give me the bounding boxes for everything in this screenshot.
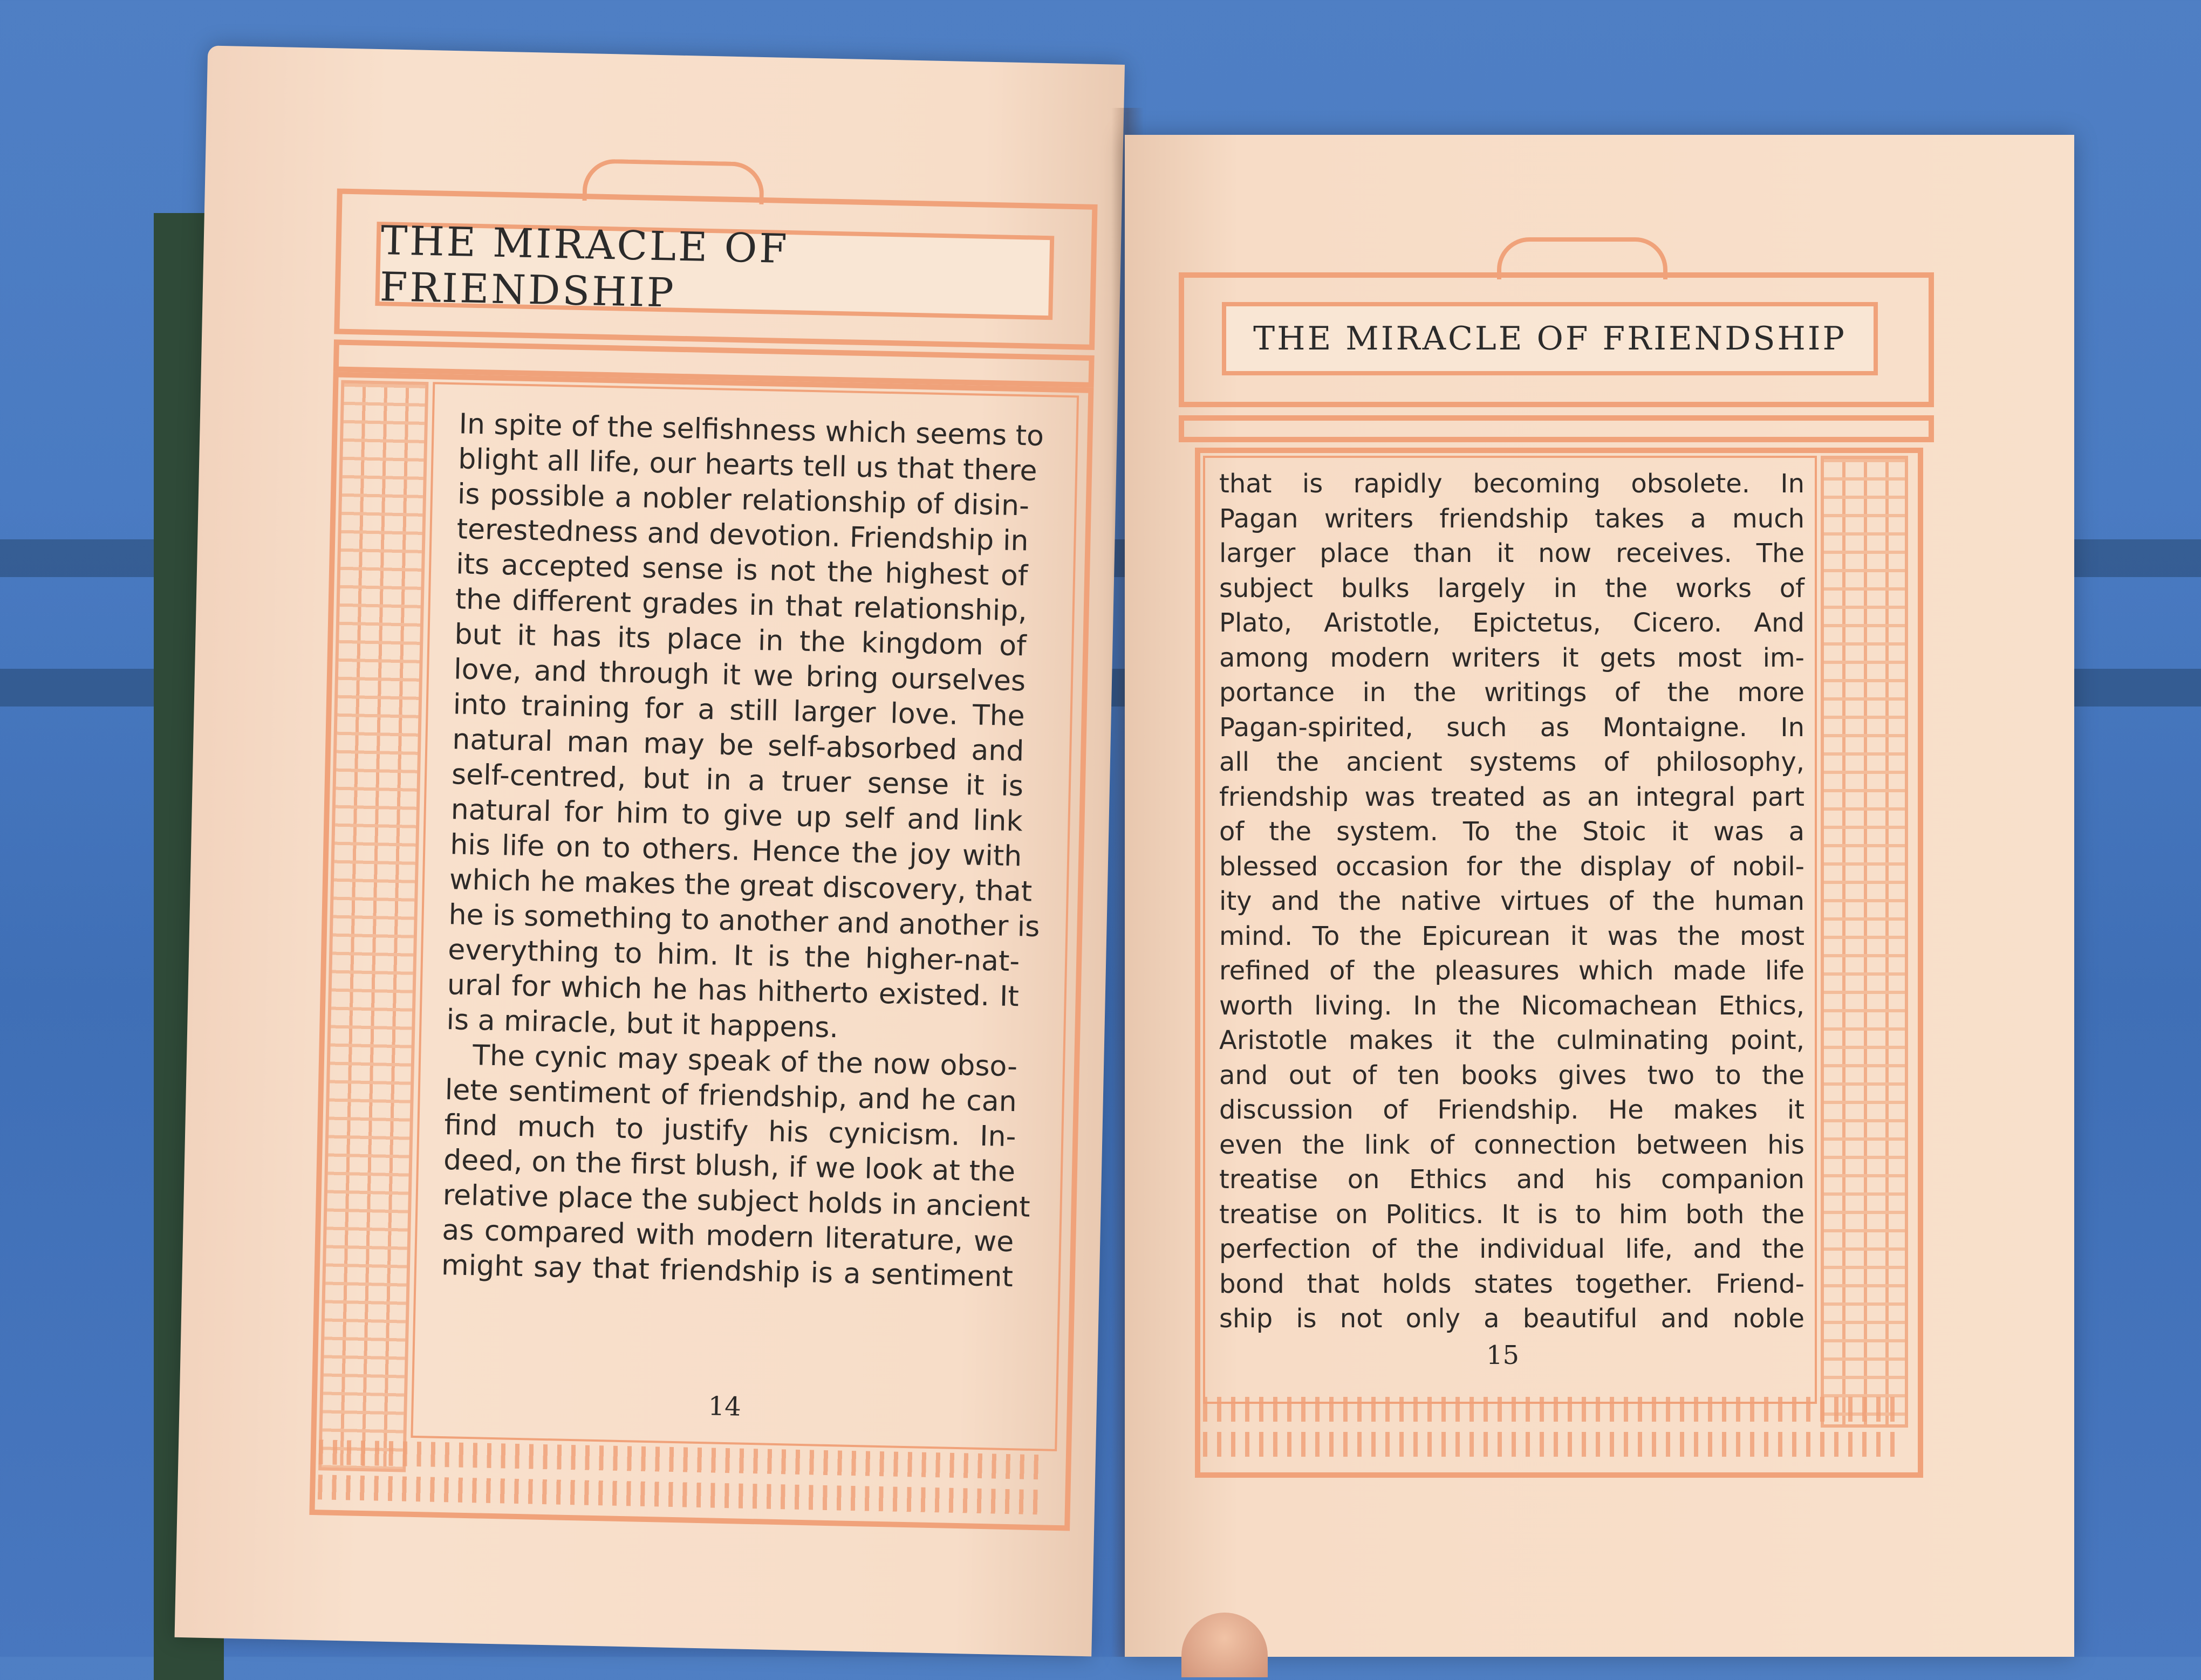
text-line: of the system. To the Stoic it was a	[1219, 817, 1804, 847]
text-line: relative place the subject holds in ancient	[442, 1178, 1031, 1224]
text-line: subject bulks largely in the works of	[1219, 573, 1804, 604]
text-line: Pagan-spirited, such as Montaigne. In	[1219, 712, 1804, 743]
text-line: which he makes the great discovery, that	[449, 863, 1033, 908]
text-line: Plato, Aristotle, Epictetus, Cicero. And	[1219, 608, 1804, 638]
page-number: 14	[708, 1391, 742, 1422]
text-line: is possible a nobler relationship of disin-	[457, 478, 1030, 523]
right-pillar	[1821, 456, 1908, 1428]
text-line: treatise on Ethics and his companion	[1219, 1164, 1804, 1195]
footer-band	[1203, 1397, 1904, 1422]
text-line: his life on to others. Hence the joy with	[449, 828, 1022, 873]
text-line: ship is not only a beautiful and noble	[1219, 1304, 1804, 1334]
text-line: refined of the pleasures which made life	[1219, 956, 1804, 986]
text-line: everything to him. It is the higher-nat-	[447, 934, 1020, 978]
text-line: blight all life, our hearts tell us that there	[457, 443, 1038, 488]
text-line: into training for a still larger love. The	[453, 688, 1026, 733]
text-line: but it has its place in the kingdom of	[454, 618, 1027, 663]
page-number: 15	[1486, 1340, 1520, 1370]
text-line: blessed occasion for the display of nobil-	[1219, 851, 1804, 882]
text-line: portance in the writings of the more	[1219, 677, 1804, 708]
text-line: larger place than it now receives. The	[1219, 538, 1804, 568]
text-line: treatise on Politics. It is to him both the	[1219, 1199, 1804, 1230]
running-head: THE MIRACLE OF FRIENDSHIP	[1253, 320, 1847, 358]
text-line: its accepted sense is not the highest of	[455, 548, 1028, 593]
running-head: THE MIRACLE OF FRIENDSHIP	[379, 217, 790, 317]
text-line: even the link of connection between his	[1219, 1129, 1804, 1160]
text-line: self-centred, but in a truer sense it is	[451, 758, 1024, 803]
text-line: he is something to another and another is	[448, 899, 1040, 944]
text-line: as compared with modern literature, we	[441, 1213, 1014, 1259]
text-line: perfection of the individual life, and the	[1219, 1234, 1804, 1264]
text-line: worth living. In the Nicomachean Ethics,	[1219, 990, 1804, 1021]
text-line: and out of ten books gives two to the	[1219, 1060, 1804, 1091]
text-line: all the ancient systems of philosophy,	[1219, 747, 1804, 777]
text-line: find much to justify his cynicism. In-	[443, 1109, 1016, 1154]
text-line: friendship was treated as an integral part	[1219, 781, 1804, 812]
text-line: natural man may be self-absorbed and	[452, 723, 1024, 768]
text-line: bond that holds states together. Friend-	[1219, 1268, 1804, 1299]
text-line: among modern writers it gets most im-	[1219, 642, 1804, 673]
text-line: natural for him to give up self and link	[450, 793, 1023, 838]
text-line: In spite of the selfishness which seems to	[459, 408, 1044, 453]
right-page-text	[1219, 467, 1804, 1336]
text-line: mind. To the Epicurean it was the most	[1219, 921, 1804, 951]
left-page	[175, 45, 1125, 1656]
text-line: that is rapidly becoming obsolete. In	[1219, 469, 1804, 499]
right-page	[1125, 135, 2074, 1657]
running-head-box	[1222, 302, 1878, 375]
text-line: discussion of Friendship. He makes it	[1219, 1095, 1804, 1125]
text-line: ity and the native virtues of the human	[1219, 886, 1804, 916]
text-line: deed, on the first blush, if we look at the	[443, 1144, 1016, 1189]
lintel	[1179, 415, 1934, 442]
left-page-text	[441, 407, 1044, 1295]
running-head-box	[375, 217, 1054, 320]
text-line: Aristotle makes it the culminating point,	[1219, 1025, 1804, 1055]
text-line: ural for which he has hitherto existed. It	[447, 969, 1020, 1013]
text-line: lete sentiment of friendship, and he can	[445, 1074, 1017, 1119]
text-line: Pagan writers friendship takes a much	[1219, 503, 1804, 534]
text-line: The cynic may speak of the now obso-	[472, 1039, 1018, 1084]
text-line: love, and through it we bring ourselves	[453, 653, 1026, 698]
text-line: terestedness and devotion. Friendship in	[456, 513, 1029, 558]
text-line: the different grades in that relationship,	[455, 583, 1028, 628]
text-line: is a miracle, but it happens.	[446, 1004, 839, 1045]
text-line: might say that friendship is a sentiment	[441, 1249, 1014, 1294]
footer-band	[1203, 1432, 1904, 1457]
